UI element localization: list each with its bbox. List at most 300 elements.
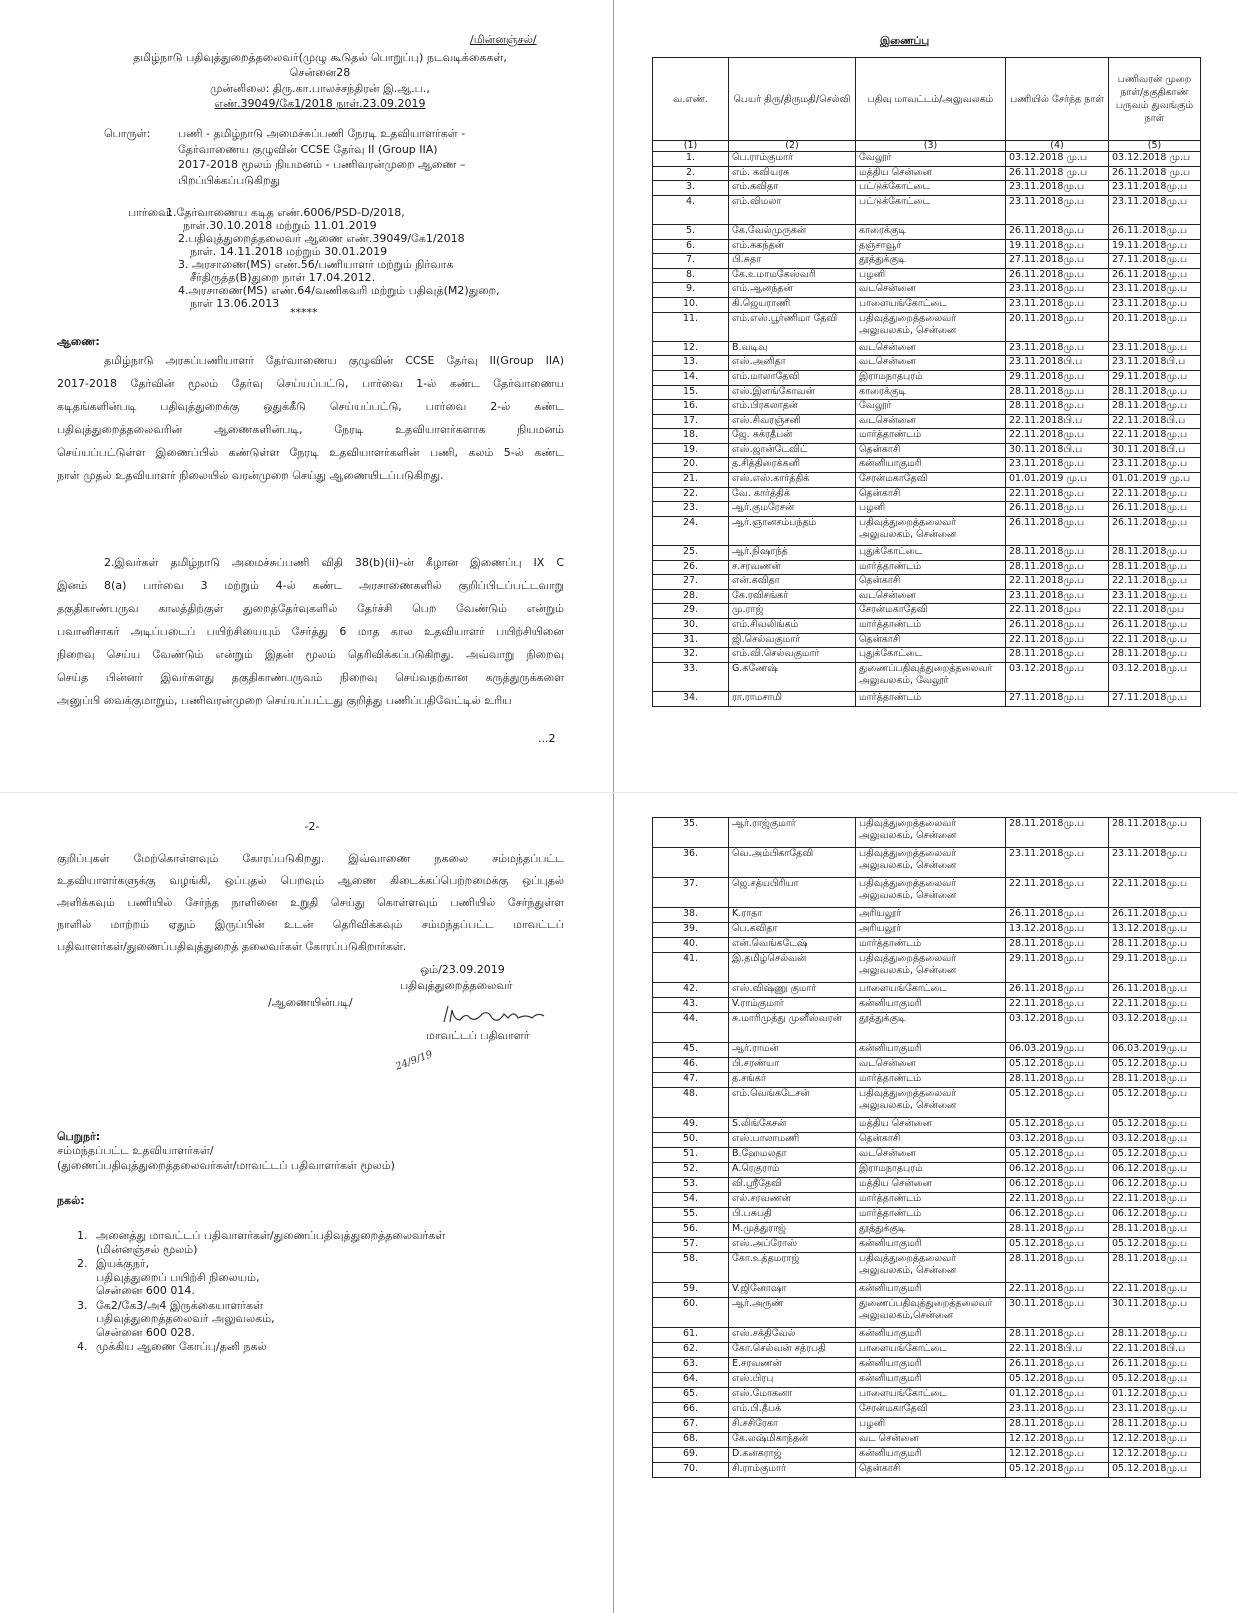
joining-date-cell: 23.11.2018மு.ப [1006,341,1109,356]
serial-number-cell: 9. [653,283,729,298]
office-cell: அரியலூர் [856,908,1006,923]
table-row [653,878,1201,908]
joining-date-cell: 28.11.2018மு.ப [1006,560,1109,575]
office-cell: வடசென்னை [856,283,1006,298]
office-cell: மார்த்தாண்டம் [856,1193,1006,1208]
serial-number-cell: 58. [653,1253,729,1283]
regularisation-date-cell: 05.12.2018மு.ப [1109,1148,1201,1163]
serial-number-cell: 31. [653,633,729,648]
paragraph-line: 2.இவர்கள் தமிழ்நாடு அமைச்சுப்பணி விதி 38(b)(ii)-ன் கீழான இணைப்பு IX C [104,556,564,569]
serial-number-cell: 29. [653,604,729,619]
table-row [653,953,1201,983]
reference-line: நாள்.30.10.2018 மற்றும் 11.01.2019 [183,219,377,232]
serial-number-cell: 36. [653,848,729,878]
regularisation-date-cell: 29.11.2018மு.ப [1109,370,1201,385]
paragraph-line: கடிதங்களின்படி பதிவுத்துறைக்கு ஒதுக்கீடு செய்யப்பட்டு, பார்வை 2-ல் கண்ட [57,400,564,413]
table-row [653,268,1201,283]
serial-number-cell: 6. [653,239,729,254]
header-line: தமிழ்நாடு பதிவுத்துறைத்தலைவர்(முழு கூடுதல் பொறுப்பு) நடவடிக்கைகள், [133,51,507,64]
table-row [653,312,1201,341]
column-number: (2) [729,141,856,152]
name-cell: எம்.விமலா [729,195,856,224]
regularisation-date-cell: 03.12.2018மு.ப [1109,1133,1201,1148]
name-cell: எல்.சரவணன் [729,1193,856,1208]
joining-date-cell: 28.11.2018மு.ப [1006,385,1109,400]
paragraph-line: உதவியாளர்களுக்கு வழங்கி, ஒப்புதல் பெறவும் ஆணை கிடைக்கப்பெற்றமைக்கு ஒப்புதல் [57,874,564,887]
name-cell: ஜி.செல்வகுமார் [729,633,856,648]
office-cell: தென்காசி [856,487,1006,502]
joining-date-cell: 23.11.2018மு.ப [1006,181,1109,196]
serial-number-cell: 2. [653,166,729,181]
paragraph-line: குறிப்புகள் மேற்கொள்ளவும் கோரப்படுகிறது. இவ்வாணை நகலை சம்மந்தப்பட்ட [57,852,564,865]
serial-number-cell: 61. [653,1328,729,1343]
office-cell: பதிவுத்துறைத்தலைவர் அலுவலகம், சென்னை [856,953,1006,983]
name-cell: ஆர்.ராஜ்குமார் [729,818,856,848]
joining-date-cell: 22.11.2018மு.ப [1006,429,1109,444]
name-cell: வி.ஸ்ரீதேவி [729,1178,856,1193]
email-tag: /மின்னஞ்சல்/ [470,33,537,46]
name-cell: பி.சுதா [729,254,856,269]
joining-date-cell: 26.11.2018மு.ப [1006,983,1109,998]
office-cell: தென்காசி [856,443,1006,458]
regularisation-date-cell: 01.12.2018மு.ப [1109,1388,1201,1403]
name-cell: எஸ்.பாலாமணி [729,1133,856,1148]
table-row [653,473,1201,488]
table-row [653,239,1201,254]
table-row [653,546,1201,561]
table-row [653,923,1201,938]
serial-number-cell: 19. [653,443,729,458]
joining-date-cell: 05.12.2018மு.ப [1006,1118,1109,1133]
serial-number-cell: 5. [653,224,729,239]
name-cell: எம்.சிவலிங்கம் [729,619,856,634]
table-row [653,1298,1201,1328]
regularisation-date-cell: 23.11.2018மு.ப [1109,283,1201,298]
regularisation-date-cell: 12.12.2018மு.ப [1109,1433,1201,1448]
column-header: பணிவரன் முறை நாள்/தகுதிகாண் பருவம் துவங்கும் நாள் [1109,58,1201,141]
name-cell: எஸ்.அப்ரோஸ் [729,1238,856,1253]
regularisation-date-cell: 13.12.2018மு.ப [1109,923,1201,938]
joining-date-cell: 23.11.2018மு.ப [1006,848,1109,878]
regularisation-date-cell: 23.11.2018மு.ப [1109,195,1201,224]
regularisation-date-cell: 23.11.2018மு.ப [1109,297,1201,312]
regularisation-date-cell: 05.12.2018மு.ப [1109,1118,1201,1133]
name-cell: பெ.ராம்குமார் [729,152,856,167]
paragraph-line: இனம் 8(a) பார்வை 3 மற்றும் 4-ல் கண்ட அரசாணைகளில் குறிப்பிடப்பட்டவாறு [57,579,564,592]
serial-number-cell: 37. [653,878,729,908]
table-row [653,619,1201,634]
name-cell: எம்.சுகந்தன் [729,239,856,254]
serial-number-cell: 13. [653,356,729,371]
name-cell: ச.சரவணன் [729,560,856,575]
office-cell: வேலூர் [856,152,1006,167]
regularisation-date-cell: 26.11.2018 மு.ப [1109,166,1201,181]
continued-marker: ...2 [538,732,556,745]
name-cell: ஆர்.அருண் [729,1298,856,1328]
office-cell: தூத்துக்குடி [856,1013,1006,1043]
recipients-line: (துணைப்பதிவுத்துறைத்தலைவர்கள்/மாவட்டப் பதிவாளர்கள் மூலம்) [57,1159,395,1172]
joining-date-cell: 28.11.2018மு.ப [1006,938,1109,953]
regularisation-date-cell: 22.11.2018மு.ப [1109,487,1201,502]
joining-date-cell: 20.11.2018மு.ப [1006,312,1109,341]
name-cell: பெ.கவிதா [729,923,856,938]
office-cell: தூத்துக்குடி [856,1223,1006,1238]
table-row [653,1193,1201,1208]
joining-date-cell: 29.11.2018மு.ப [1006,953,1109,983]
joining-date-cell: 05.12.2018மு.ப [1006,1148,1109,1163]
table-row [653,283,1201,298]
name-cell: ஜெ.சத்யபிரியா [729,878,856,908]
office-cell: கன்னியாகுமரி [856,1328,1006,1343]
serial-number-cell: 7. [653,254,729,269]
order-label: ஆணை: [57,335,100,348]
serial-number-cell: 8. [653,268,729,283]
copy-item-line: முக்கிய ஆணை கோப்பு/தனி நகல் [96,1340,267,1353]
serial-number-cell: 28. [653,589,729,604]
table-row [653,400,1201,415]
column-header: பதிவு மாவட்டம்/அலுவலகம் [856,58,1006,141]
joining-date-cell: 28.11.2018மு.ப [1006,546,1109,561]
table-row [653,1463,1201,1478]
serial-number-cell: 57. [653,1238,729,1253]
office-cell: கன்னியாகுமரி [856,1043,1006,1058]
serial-number-cell: 27. [653,575,729,590]
office-cell: வட சென்னை [856,1433,1006,1448]
serial-number-cell: 38. [653,908,729,923]
table-row [653,1133,1201,1148]
copy-item-number: 4. [77,1340,88,1353]
joining-date-cell: 22.11.2018முப [1006,604,1109,619]
regularisation-date-cell: 19.11.2018மு.ப [1109,239,1201,254]
joining-date-cell: 22.11.2018மு.ப [1006,633,1109,648]
table-row [653,908,1201,923]
office-cell: பதிவுத்துறைத்தலைவர் அலுவலகம், சென்னை [856,516,1006,545]
regularisation-date-cell: 27.11.2018மு.ப [1109,691,1201,706]
name-cell: த.சங்கர் [729,1073,856,1088]
joining-date-cell: 23.11.2018மு.ப [1006,195,1109,224]
table-row [653,691,1201,706]
office-cell: பட்டுக்கோட்டை [856,181,1006,196]
office-cell: மார்த்தாண்டம் [856,619,1006,634]
office-cell: பதிவுத்துறைத்தலைவர் அலுவலகம், சென்னை [856,312,1006,341]
reference-line: 3. அரசாணை(MS) எண்.56/பணியாளர் மற்றும் நிர்வாக [178,258,454,271]
subject-line: பணி - தமிழ்நாடு அமைச்சுப்பணி நேரடி உதவியாளர்கள் - [178,127,466,140]
serial-number-cell: 65. [653,1388,729,1403]
name-cell: E.சரவணன் [729,1358,856,1373]
name-cell: கே.வேல்முருகன் [729,224,856,239]
office-cell: புதுக்கோட்டை [856,648,1006,663]
office-cell: அரியலூர் [856,923,1006,938]
regularisation-date-cell: 03.12.2018மு.ப [1109,1013,1201,1043]
regularisation-date-cell: 28.11.2018மு.ப [1109,546,1201,561]
joining-date-cell: 03.12.2018 மு.ப [1006,152,1109,167]
column-header: பெயர் திரு/திருமதி/செல்வி [729,58,856,141]
joining-date-cell: 30.11.2018பி.ப [1006,443,1109,458]
table-row [653,1448,1201,1463]
regularisation-date-cell: 23.11.2018மு.ப [1109,458,1201,473]
regularisation-date-cell: 05.12.2018மு.ப [1109,1463,1201,1478]
copy-item-line: பதிவுத்துறைப் பயிற்சி நிலையம், [96,1270,260,1284]
office-cell: சேரன்மகாதேவி [856,1403,1006,1418]
serial-number-cell: 59. [653,1283,729,1298]
office-cell: மார்த்தாண்டம் [856,1208,1006,1223]
name-cell: எம்.பி.தீபக் [729,1403,856,1418]
copy-item-line: சென்னை 600 028. [96,1325,195,1339]
serial-number-cell: 33. [653,662,729,691]
regularisation-date-cell: 28.11.2018மு.ப [1109,1073,1201,1088]
table-row [653,502,1201,517]
office-cell: மத்திய சென்னை [856,1118,1006,1133]
regularisation-date-cell: 28.11.2018மு.ப [1109,1418,1201,1433]
table-row [653,1388,1201,1403]
column-number: (5) [1109,141,1201,152]
joining-date-cell: 22.11.2018மு.ப [1006,998,1109,1013]
office-cell: பழனி [856,268,1006,283]
table-row [653,1178,1201,1193]
serial-number-cell: 66. [653,1403,729,1418]
office-cell: காரைக்குடி [856,224,1006,239]
office-cell: தஞ்சாவூர் [856,239,1006,254]
regularisation-date-cell: 26.11.2018மு.ப [1109,619,1201,634]
joining-date-cell: 19.11.2018மு.ப [1006,239,1109,254]
table-row [653,1418,1201,1433]
joining-date-cell: 22.11.2018மு.ப [1006,1283,1109,1298]
regularisation-date-cell: 05.12.2018மு.ப [1109,1373,1201,1388]
table-row [653,1253,1201,1283]
reference-line: நாள். 14.11.2018 மற்றும் 30.01.2019 [190,245,388,258]
table-row [653,341,1201,356]
name-cell: எஸ்.மோகனா [729,1388,856,1403]
joining-date-cell: 23.11.2018மு.ப [1006,297,1109,312]
joining-date-cell: 29.11.2018மு.ப [1006,370,1109,385]
regularisation-date-cell: 26.11.2018மு.ப [1109,502,1201,517]
subject-line: தேர்வாணைய குழுவின் CCSE தேர்வு II (Group IIA) [178,142,438,156]
initial-signature: 24/9/19 [394,1049,435,1073]
stars-separator: ***** [290,306,318,319]
regularisation-date-cell: 26.11.2018மு.ப [1109,516,1201,545]
office-cell: கன்னியாகுமரி [856,1358,1006,1373]
name-cell: த.சித்திரைக்கனி [729,458,856,473]
name-cell: V.ராம்குமார் [729,998,856,1013]
joining-date-cell: 28.11.2018மு.ப [1006,1418,1109,1433]
serial-number-cell: 43. [653,998,729,1013]
joining-date-cell: 22.11.2018மு.ப [1006,487,1109,502]
regularisation-date-cell: 23.11.2018மு.ப [1109,589,1201,604]
serial-number-cell: 42. [653,983,729,998]
office-cell: துணைப்பதிவுத்துறைத்தலைவர் அலுவலகம், வேலூர் [856,662,1006,691]
copy-item-line: (மின்னஞ்சல் மூலம்) [96,1242,198,1256]
column-number-row [653,141,1201,152]
joining-date-cell: 05.12.2018மு.ப [1006,1463,1109,1478]
joining-date-cell: 23.11.2018பி.ப [1006,356,1109,371]
name-cell: எம்.மாலாதேவி [729,370,856,385]
name-cell: இ.தமிழ்செல்வன் [729,953,856,983]
joining-date-cell: 26.11.2018மு.ப [1006,1358,1109,1373]
table-row [653,297,1201,312]
name-cell: V.ஜினோஷா [729,1283,856,1298]
page-separator [0,792,1238,793]
serial-number-cell: 45. [653,1043,729,1058]
page-divider [613,0,614,1613]
serial-number-cell: 23. [653,502,729,517]
annexure-table-part-2 [652,817,1201,1478]
serial-number-cell: 44. [653,1013,729,1043]
paragraph-line: அளிக்கவும் பணியில் சேர்ந்த நாளினை உறுதி செய்து கொள்ளவும் பணியில் சேர்ந்துள்ள [57,896,564,909]
regularisation-date-cell: 03.12.2018மு.ப [1109,662,1201,691]
serial-number-cell: 53. [653,1178,729,1193]
table-row [653,1208,1201,1223]
serial-number-cell: 12. [653,341,729,356]
name-cell: கே.உமாமகேஸ்வரி [729,268,856,283]
office-cell: துணைப்பதிவுத்துறைத்தலைவர் அலுவலகம்,சென்னை [856,1298,1006,1328]
paragraph-line: பதிவுத்துறைத்தலைவரின் ஆணைகளின்படி, நேரடி உதவியாளர்களாக நியமனம் [57,423,564,436]
name-cell: எம். கவியரசு [729,166,856,181]
office-cell: கன்னியாகுமரி [856,1373,1006,1388]
regularisation-date-cell: 22.11.2018மு.ப [1109,1193,1201,1208]
regularisation-date-cell: 20.11.2018மு.ப [1109,312,1201,341]
regularisation-date-cell: 06.03.2019மு.ப [1109,1043,1201,1058]
column-header: வ.எண். [653,58,729,141]
recipients-label: பெறுநர்: [57,1130,101,1143]
joining-date-cell: 26.11.2018மு.ப [1006,619,1109,634]
reference-line: நாள் 13.06.2013 [190,297,280,310]
copy-item-line: இயக்குநர், [96,1257,150,1270]
subject-label: பொருள்: [104,127,151,140]
table-row [653,1223,1201,1238]
joining-date-cell: 26.11.2018மு.ப [1006,516,1109,545]
name-cell: எம்.கவிதா [729,181,856,196]
regularisation-date-cell: 22.11.2018பி.ப [1109,414,1201,429]
office-cell: பாளையங்கோட்டை [856,983,1006,998]
regularisation-date-cell: 26.11.2018மு.ப [1109,983,1201,998]
name-cell: G.கணேஷ் [729,662,856,691]
name-cell: D.கனகராஜ் [729,1448,856,1463]
name-cell: ஆர்.ஞானசம்பந்தம் [729,516,856,545]
signed-date: ஒம்/23.09.2019 [420,963,505,976]
office-cell: பாளையங்கோட்டை [856,297,1006,312]
table-row [653,370,1201,385]
page-number: -2- [304,820,320,833]
table-row [653,487,1201,502]
office-cell: வடசென்னை [856,589,1006,604]
table-row [653,1238,1201,1253]
name-cell: பி.சரண்யா [729,1058,856,1073]
copy-item-line: அனைத்து மாவட்டப் பதிவாளர்கள்/துணைப்பதிவுத்துறைத்தலைவர்கள் [96,1229,446,1242]
by-order-text: /ஆணையின்படி/ [268,996,353,1009]
joining-date-cell: 06.12.2018மு.ப [1006,1208,1109,1223]
regularisation-date-cell: 05.12.2018மு.ப [1109,1088,1201,1118]
serial-number-cell: 17. [653,414,729,429]
name-cell: ஆர்.ராமன் [729,1043,856,1058]
office-cell: பழனி [856,1418,1006,1433]
table-row [653,356,1201,371]
joining-date-cell: 27.11.2018மு.ப [1006,254,1109,269]
serial-number-cell: 52. [653,1163,729,1178]
name-cell: என்.வெங்கடேஷ் [729,938,856,953]
reference-line: சீர்திருத்த(B)துறை நாள் 17.04.2012. [190,271,376,284]
paragraph-line: 2017-2018 தேர்வின் மூலம் தேர்வு செய்யப்பட்டு, பார்வை 1-ல் கண்ட தேர்வாணைய [57,377,564,390]
table-header-row [653,58,1201,141]
table-row [653,385,1201,400]
joining-date-cell: 13.12.2018மு.ப [1006,923,1109,938]
serial-number-cell: 34. [653,691,729,706]
joining-date-cell: 28.11.2018மு.ப [1006,818,1109,848]
name-cell: S.லிங்கேசன் [729,1118,856,1133]
table-row [653,1373,1201,1388]
joining-date-cell: 23.11.2018மு.ப [1006,458,1109,473]
name-cell: எஸ்.சிவரஞ்சனி [729,414,856,429]
table-row [653,848,1201,878]
regularisation-date-cell: 23.11.2018மு.ப [1109,181,1201,196]
table-row [653,429,1201,444]
name-cell: கோ.செல்வன் சத்ரபதி [729,1343,856,1358]
column-header: பணியில் சேர்ந்த நாள் [1006,58,1109,141]
table-row [653,1163,1201,1178]
serial-number-cell: 54. [653,1193,729,1208]
office-cell: வேலூர் [856,400,1006,415]
table-row [653,1148,1201,1163]
name-cell: எம்.எஸ்.பூர்ணிமா தேவி [729,312,856,341]
signatory-title: பதிவுத்துறைத்தலைவர் [400,979,513,992]
joining-date-cell: 22.11.2018பி.ப [1006,1343,1109,1358]
serial-number-cell: 32. [653,648,729,663]
office-cell: மார்த்தாண்டம் [856,1073,1006,1088]
paragraph-line: செய்யப்பட்டுள்ள இணைப்பில் கண்டுள்ள நேரடி உதவியாளர்களின் பணி, கலம் 5-ல் கண்ட [57,446,564,459]
name-cell: B.ஹேமலதா [729,1148,856,1163]
serial-number-cell: 63. [653,1358,729,1373]
name-cell: எம்.வி.செல்வகுமார் [729,648,856,663]
name-cell: எஸ்.விஷ்ணு குமார் [729,983,856,998]
joining-date-cell: 12.12.2018மு.ப [1006,1448,1109,1463]
name-cell: கே.லஷ்மிகாந்தன் [729,1433,856,1448]
serial-number-cell: 49. [653,1118,729,1133]
office-cell: வடசென்னை [856,356,1006,371]
office-cell: வடசென்னை [856,414,1006,429]
table-row [653,648,1201,663]
name-cell: எஸ்.பிரபு [729,1373,856,1388]
joining-date-cell: 01.01.2019 மு.ப [1006,473,1109,488]
regularisation-date-cell: 06.12.2018மு.ப [1109,1163,1201,1178]
copy-item-number: 2. [77,1257,88,1270]
name-cell: கோ.உத்தமராஜ் [729,1253,856,1283]
office-cell: பழனி [856,502,1006,517]
paragraph-line: அனுப்பி வைக்குமாறும், பணிவரன்முறை செய்யப்பட்டது குறித்து பணிப்பதிவேட்டில் உரிய [57,694,512,707]
office-cell: மார்த்தாண்டம் [856,938,1006,953]
office-cell: புதுக்கோட்டை [856,546,1006,561]
regularisation-date-cell: 03.12.2018 மு.ப [1109,152,1201,167]
table-row [653,516,1201,545]
paragraph-line: நாளில் மாற்றம் ஏதும் இருப்பின் உடன் தெரிவிக்கவும் சம்மந்தப்பட்ட மாவட்டப் [57,918,564,931]
table-row [653,1013,1201,1043]
serial-number-cell: 41. [653,953,729,983]
table-row [653,633,1201,648]
name-cell: ஜே. சுக்ரதீபன் [729,429,856,444]
regularisation-date-cell: 22.11.2018மு.ப [1109,998,1201,1013]
regularisation-date-cell: 22.11.2018முப [1109,604,1201,619]
table-row [653,575,1201,590]
name-cell: எஸ்.சக்திவேல் [729,1328,856,1343]
joining-date-cell: 22.11.2018மு.ப [1006,1193,1109,1208]
office-cell: கன்னியாகுமரி [856,1448,1006,1463]
annexure-title: இணைப்பு [880,35,930,47]
serial-number-cell: 26. [653,560,729,575]
copy-item-line: சென்னை 600 014. [96,1284,195,1297]
table-row [653,1358,1201,1373]
paragraph-line: பவானிசாகர் அடிப்படைப் பயிற்சியையும் சேர்த்து 6 மாத கால உதவியாளர் பயிற்சியினை [57,625,564,638]
joining-date-cell: 12.12.2018மு.ப [1006,1433,1109,1448]
office-cell: மார்த்தாண்டம் [856,429,1006,444]
joining-date-cell: 28.11.2018மு.ப [1006,1073,1109,1088]
